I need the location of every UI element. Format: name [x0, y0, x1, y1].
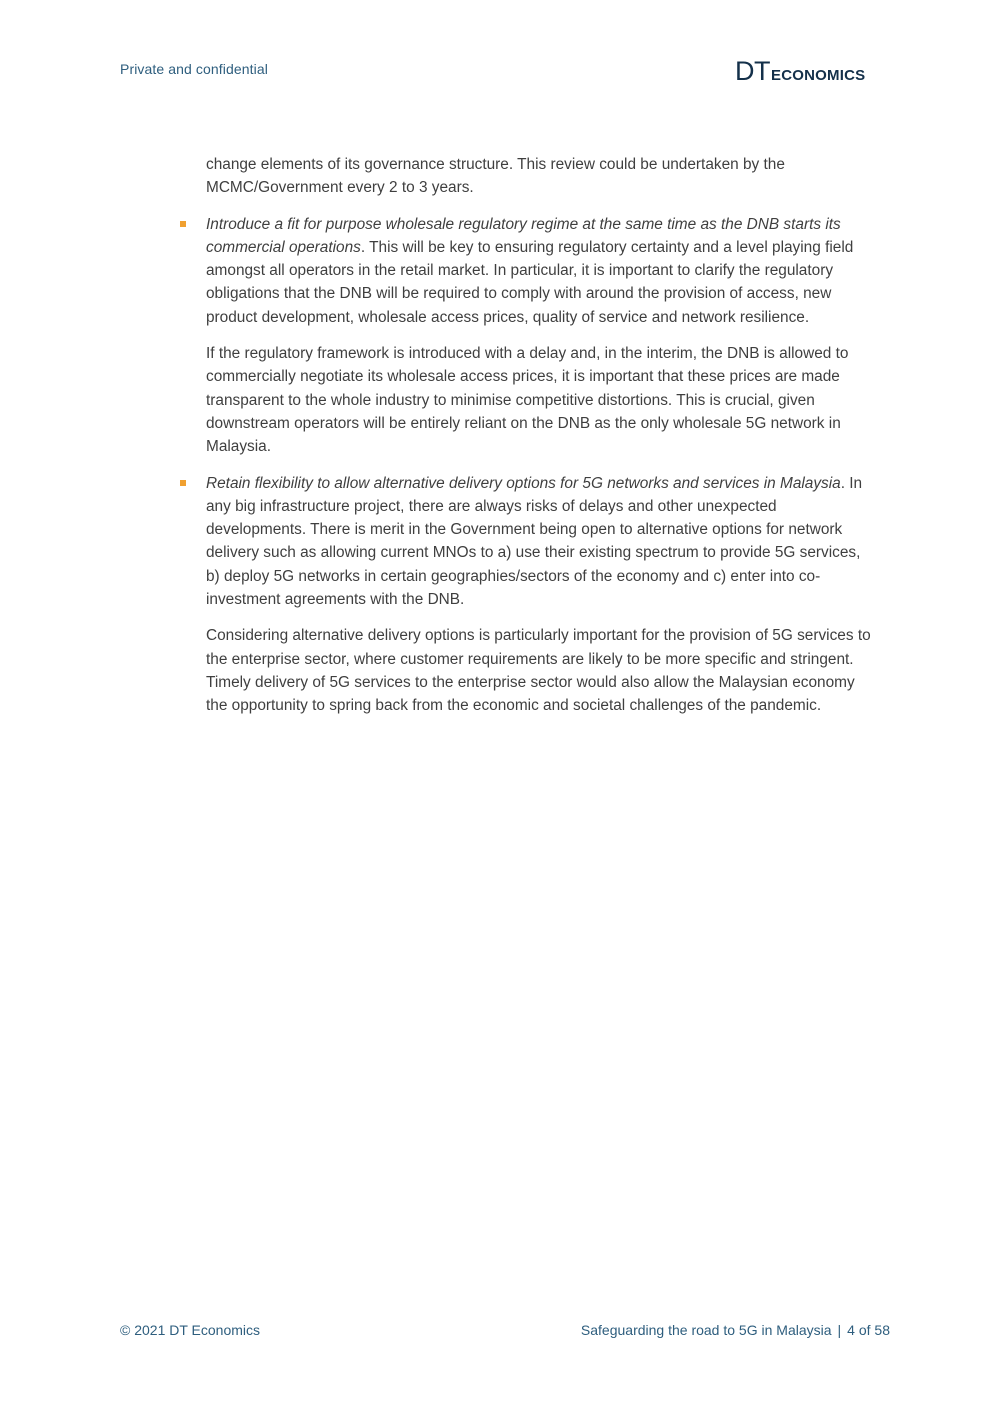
footer-copyright: © 2021 DT Economics	[120, 1322, 261, 1338]
bullet-lead-text: Retain flexibility to allow alternative delivery options for 5G networks and services in Malaysia	[206, 474, 841, 492]
footer-page-info	[581, 1322, 890, 1338]
footer-document-title: Safeguarding the road to 5G in Malaysia	[580, 1322, 832, 1338]
page-body	[206, 153, 876, 731]
bullet-body-text: . In any big infrastructure project, there are always risks of delays and other unexpected developments. There is merit in the Government being open to alternative options for network delivery such as allowing current MNOs to a) use their existing spectrum to provide 5G services, b) deploy 5G networks in certain geographies/sectors of the economy and c) enter into co-investment agreements with the DNB.	[206, 474, 863, 609]
logo-economics-text: ECONOMICS	[771, 67, 866, 84]
follow-paragraph-flexibility: Considering alternative delivery options is particularly important for the provision of 5G services to the enterprise sector, where customer requirements are likely to be more specific and stringent. Timely delivery of 5G services to the enterprise sector would also allow the Malaysian economy the opportunity to spring back from the economic and societal challenges of the pandemic.	[206, 627, 871, 715]
dt-economics-logo	[735, 57, 865, 85]
follow-paragraph-regulatory: If the regulatory framework is introduced with a delay and, in the interim, the DNB is allowed to commercially negotiate its wholesale access prices, it is important that these prices are made transparent to the whole industry to minimise competitive distortions. This is crucial, given downstream operators will be entirely reliant on the DNB as the only wholesale 5G network in Malaysia.	[206, 345, 849, 456]
logo-dt-text: DT	[735, 56, 770, 86]
footer-separator: |	[837, 1322, 842, 1338]
bullet-item-regulatory-regime	[206, 213, 876, 329]
confidential-label: Private and confidential	[120, 61, 268, 77]
bullet-body-text: . This will be key to ensuring regulatory certainty and a level playing field amongst all operators in the retail market. In particular, it is important to clarify the regulatory obligations that the DNB will be required to comply with around the provision of access, new product development, wholesale access prices, quality of service and network resilience.	[206, 238, 854, 326]
bullet-square-icon	[180, 221, 186, 227]
bullet-square-icon	[180, 480, 186, 486]
bullet-item-flexibility	[206, 472, 876, 612]
bullet-lead-text: Introduce a fit for purpose wholesale regulatory regime at the same time as the DNB starts its commercial operations	[206, 215, 841, 256]
intro-paragraph: change elements of its governance structure. This review could be undertaken by the MCMC/Government every 2 to 3 years.	[206, 156, 785, 197]
footer-page-number: 4 of 58	[847, 1322, 890, 1338]
